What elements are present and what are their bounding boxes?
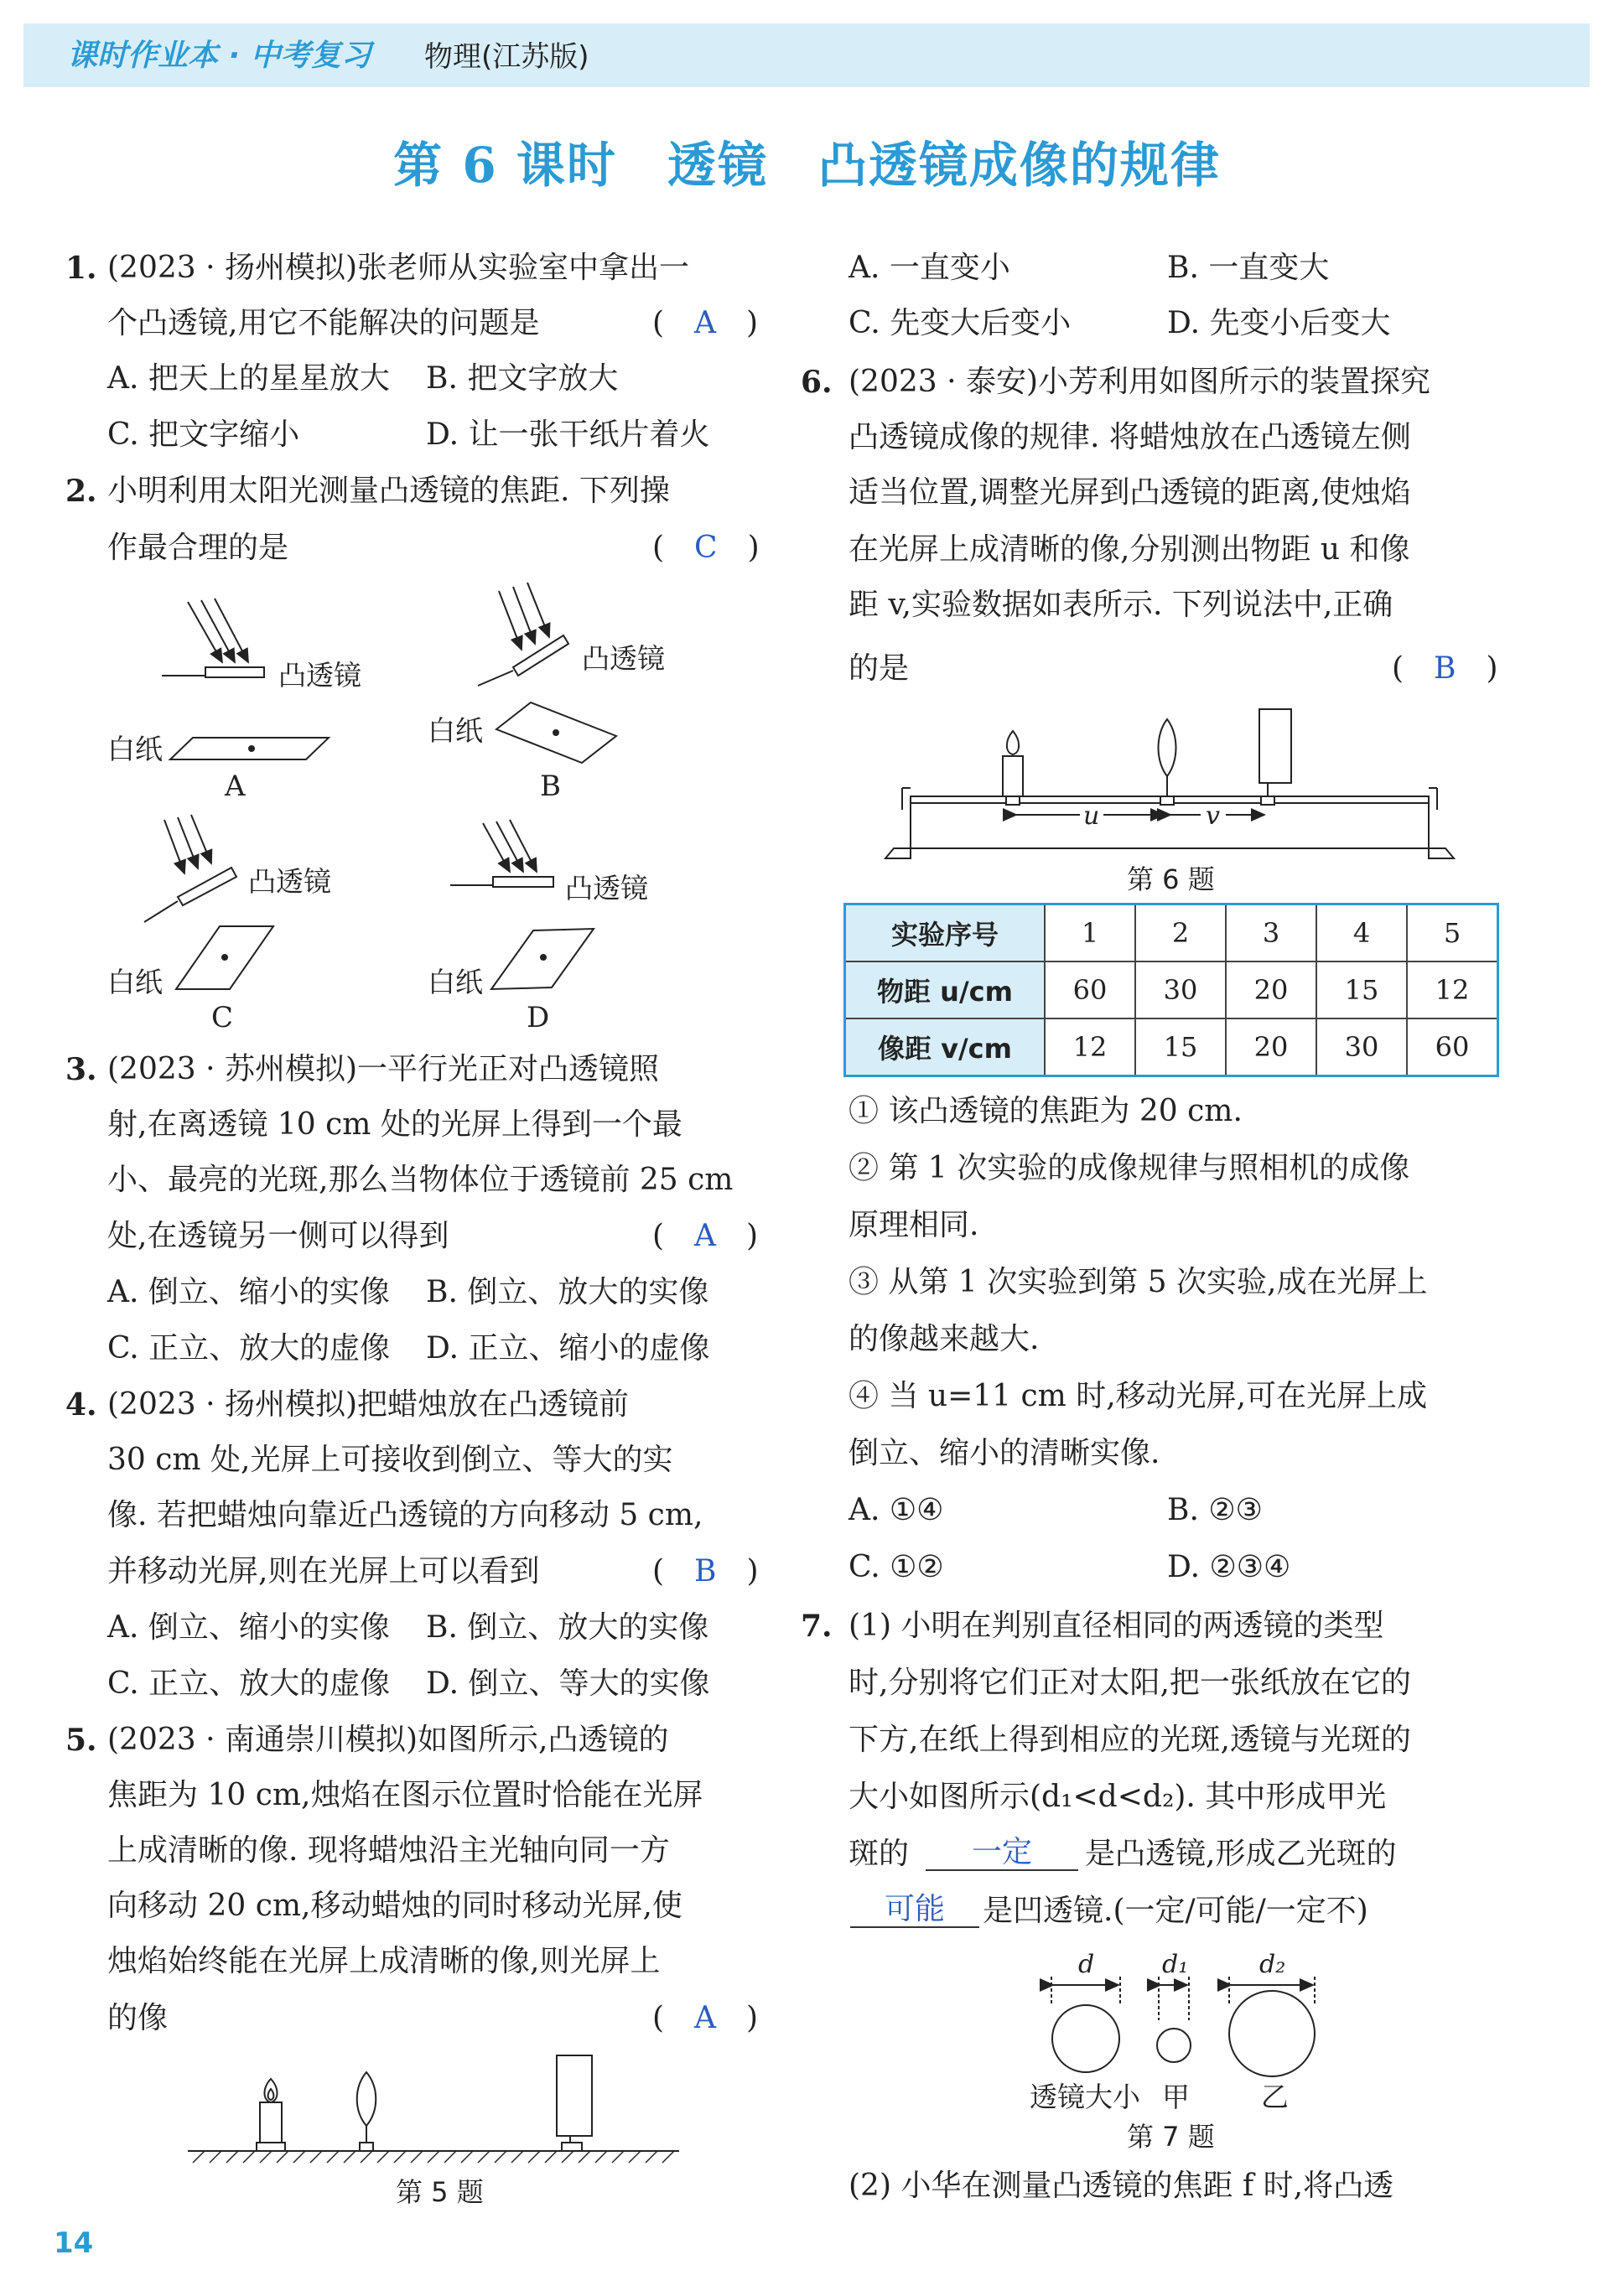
q2-b-paper-label: 白纸 [428,714,483,747]
q4-option-a: A. 倒立、缩小的实像 [107,1610,390,1645]
q2-a-lens-label: 凸透镜 [278,659,361,692]
q1-answer-bracket: ( A ) [652,306,759,340]
q5-line6: 的像 [107,2001,169,2035]
q2-label-d: D [527,1001,550,1034]
q4-line4: 并移动光屏,则在光屏上可以看到 [107,1554,540,1589]
table-cell: 3 [1226,904,1316,962]
q5-line4: 向移动 20 cm,移动蜡烛的同时移动光屏,使 [107,1889,682,1923]
book-brand: 课时作业本 · 中考复习 [67,39,371,73]
q4-answer: B [694,1554,717,1589]
q2-c-lens-label: 凸透镜 [248,865,331,898]
q6-v-label: v [1206,801,1220,831]
table-cell: 20 [1226,961,1316,1018]
q3-answer: A [694,1219,717,1253]
q6-line1: (2023 · 泰安)小芳利用如图所示的装置探究 [849,365,1431,399]
q2-a-paper-label: 白纸 [107,733,163,765]
table-cell: 60 [1045,961,1135,1018]
q7-blank-1: 一定 [926,1836,1078,1871]
page-title: 第 6 课时 透镜 凸透镜成像的规律 [393,137,1221,194]
q5-option-c: C. 先变大后变小 [849,306,1072,340]
q6-line3: 适当位置,调整光屏到凸透镜的距离,使烛焰 [849,475,1411,510]
q6-option-c: C. ①② [849,1550,944,1584]
q2-answer-bracket: ( C ) [652,531,760,565]
q7-line6b: 是凹透镜.(一定/可能/一定不) [983,1894,1368,1928]
q6-statement-3b: 的像越来越大. [849,1322,1040,1356]
q1-option-c: C. 把文字缩小 [107,417,300,452]
table-header-cell: 物距 u/cm [845,961,1046,1018]
q3-number: 3. [65,1052,97,1087]
q5-option-a: A. 一直变小 [849,251,1010,285]
q6-statement-1: ① 该凸透镜的焦距为 20 cm. [849,1094,1243,1128]
q7-line5a: 斑的 [849,1837,910,1871]
q4-number: 4. [65,1387,97,1423]
q3-answer-bracket: ( A ) [652,1219,759,1253]
q6-answer-bracket: ( B ) [1392,651,1498,686]
q3-line1: (2023 · 苏州模拟)一平行光正对凸透镜照 [107,1052,660,1086]
q6-caption: 第 6 题 [1127,863,1215,895]
q7-number: 7. [801,1609,833,1644]
q6-option-a: A. ①④ [849,1493,944,1527]
q7-line1: (1) 小明在判别直径相同的两透镜的类型 [849,1609,1384,1643]
q6-statement-2a: ② 第 1 次实验的成像规律与照相机的成像 [849,1151,1410,1185]
q5-answer: A [694,2001,717,2035]
q1-option-b: B. 把文字放大 [426,361,619,396]
q3-option-d: D. 正立、缩小的虚像 [426,1331,710,1366]
q4-line2: 30 cm 处,光屏上可接收到倒立、等大的实 [107,1443,673,1477]
q7-part2: (2) 小华在测量凸透镜的焦距 f 时,将凸透 [849,2169,1394,2203]
q2-line2: 作最合理的是 [107,531,289,565]
q7-yi-label: 乙 [1261,2081,1289,2113]
q1-line1: (2023 · 扬州模拟)张老师从实验室中拿出一 [107,251,690,285]
q7-caption: 第 7 题 [1127,2121,1215,2153]
q3-line4: 处,在透镜另一侧可以得到 [107,1219,449,1253]
table-header-cell: 像距 v/cm [845,1018,1046,1076]
q6-line6: 的是 [849,651,910,686]
q6-option-b: B. ②③ [1167,1493,1263,1527]
q5-line1: (2023 · 南通崇川模拟)如图所示,凸透镜的 [107,1723,669,1757]
q7-lens-size-label: 透镜大小 [1030,2081,1140,2113]
q6-u-label: u [1083,801,1100,831]
q5-line3: 上成清晰的像. 现将蜡烛沿主光轴向同一方 [107,1833,670,1868]
q2-label-b: B [540,770,561,803]
q6-statement-4a: ④ 当 u=11 cm 时,移动光屏,可在光屏上成 [849,1379,1428,1413]
table-cell: 15 [1316,961,1407,1018]
q2-d-lens-label: 凸透镜 [565,872,648,904]
q3-option-b: B. 倒立、放大的实像 [426,1275,709,1309]
q6-statement-4b: 倒立、缩小的清晰实像. [849,1436,1160,1470]
q2-line1: 小明利用太阳光测量凸透镜的焦距. 下列操 [107,474,670,508]
table-cell: 12 [1407,961,1498,1018]
q3-option-a: A. 倒立、缩小的实像 [107,1275,390,1309]
table-cell: 30 [1316,1018,1407,1076]
q7-blank-2: 可能 [850,1893,979,1928]
q6-statement-2b: 原理相同. [849,1208,979,1242]
q3-option-c: C. 正立、放大的虚像 [107,1331,391,1366]
q6-line2: 凸透镜成像的规律. 将蜡烛放在凸透镜左侧 [849,420,1411,454]
page-number: 14 [54,2226,94,2260]
table-cell: 20 [1226,1018,1316,1076]
q7-line2: 时,分别将它们正对太阳,把一张纸放在它的 [849,1666,1411,1700]
q5-option-d: D. 先变小后变大 [1167,306,1391,340]
q4-option-d: D. 倒立、等大的实像 [426,1666,710,1701]
q6-option-d: D. ②③④ [1167,1550,1291,1584]
q4-line3: 像. 若把蜡烛向靠近凸透镜的方向移动 5 cm, [107,1498,703,1532]
q3-line3: 小、最亮的光斑,那么当物体位于透镜前 25 cm [107,1163,734,1197]
q7-line4: 大小如图所示(d₁<d<d₂). 其中形成甲光 [849,1780,1387,1814]
q5-number: 5. [65,1723,97,1758]
q1-option-a: A. 把天上的星星放大 [107,361,390,396]
q7-d-label: d [1078,1950,1095,1979]
q6-line5: 距 v,实验数据如表所示. 下列说法中,正确 [849,588,1393,622]
q2-b-lens-label: 凸透镜 [582,642,665,675]
q4-answer-bracket: ( B ) [652,1554,759,1589]
q1-answer: A [694,306,717,340]
q2-number: 2. [65,474,97,509]
q7-jia-label: 甲 [1162,2081,1190,2113]
q2-c-paper-label: 白纸 [107,966,163,998]
q6-answer: B [1434,651,1456,686]
q4-option-b: B. 倒立、放大的实像 [426,1610,709,1645]
table-cell: 12 [1045,1018,1135,1076]
q6-statement-3a: ③ 从第 1 次实验到第 5 次实验,成在光屏上 [849,1265,1428,1299]
table-cell: 30 [1135,961,1226,1018]
q2-label-c: C [211,1001,234,1034]
q6-line4: 在光屏上成清晰的像,分别测出物距 u 和像 [849,532,1410,567]
q4-option-c: C. 正立、放大的虚像 [107,1666,391,1701]
q7-d2-label: d₂ [1259,1950,1286,1979]
q1-option-d: D. 让一张干纸片着火 [426,417,710,452]
q3-line2: 射,在离透镜 10 cm 处的光屏上得到一个最 [107,1107,682,1142]
table-header-cell: 实验序号 [845,904,1046,962]
book-subject: 物理(江苏版) [424,40,589,74]
q1-number: 1. [65,251,97,286]
table-cell: 15 [1135,1018,1226,1076]
q7-line5b: 是凸透镜,形成乙光斑的 [1085,1837,1397,1871]
q7-d1-label: d₁ [1162,1950,1189,1979]
table-cell: 1 [1045,904,1135,962]
q2-answer: C [694,531,718,565]
q2-d-paper-label: 白纸 [428,966,483,998]
table-cell: 5 [1407,904,1498,962]
q1-line2: 个凸透镜,用它不能解决的问题是 [107,306,540,340]
q4-line1: (2023 · 扬州模拟)把蜡烛放在凸透镜前 [107,1387,630,1422]
table-cell: 60 [1407,1018,1498,1076]
q5-caption: 第 5 题 [396,2176,484,2208]
table-cell: 4 [1316,904,1407,962]
q5-line2: 焦距为 10 cm,烛焰在图示位置时恰能在光屏 [107,1778,703,1812]
q6-number: 6. [801,365,833,400]
q5-line5: 烛焰始终能在光屏上成清晰的像,则光屏上 [107,1944,661,1978]
q2-label-a: A [225,770,246,803]
table-cell: 2 [1135,904,1226,962]
q7-line3: 下方,在纸上得到相应的光斑,透镜与光斑的 [849,1723,1411,1757]
q5-option-b: B. 一直变大 [1167,251,1330,285]
q5-answer-bracket: ( A ) [652,2001,759,2035]
